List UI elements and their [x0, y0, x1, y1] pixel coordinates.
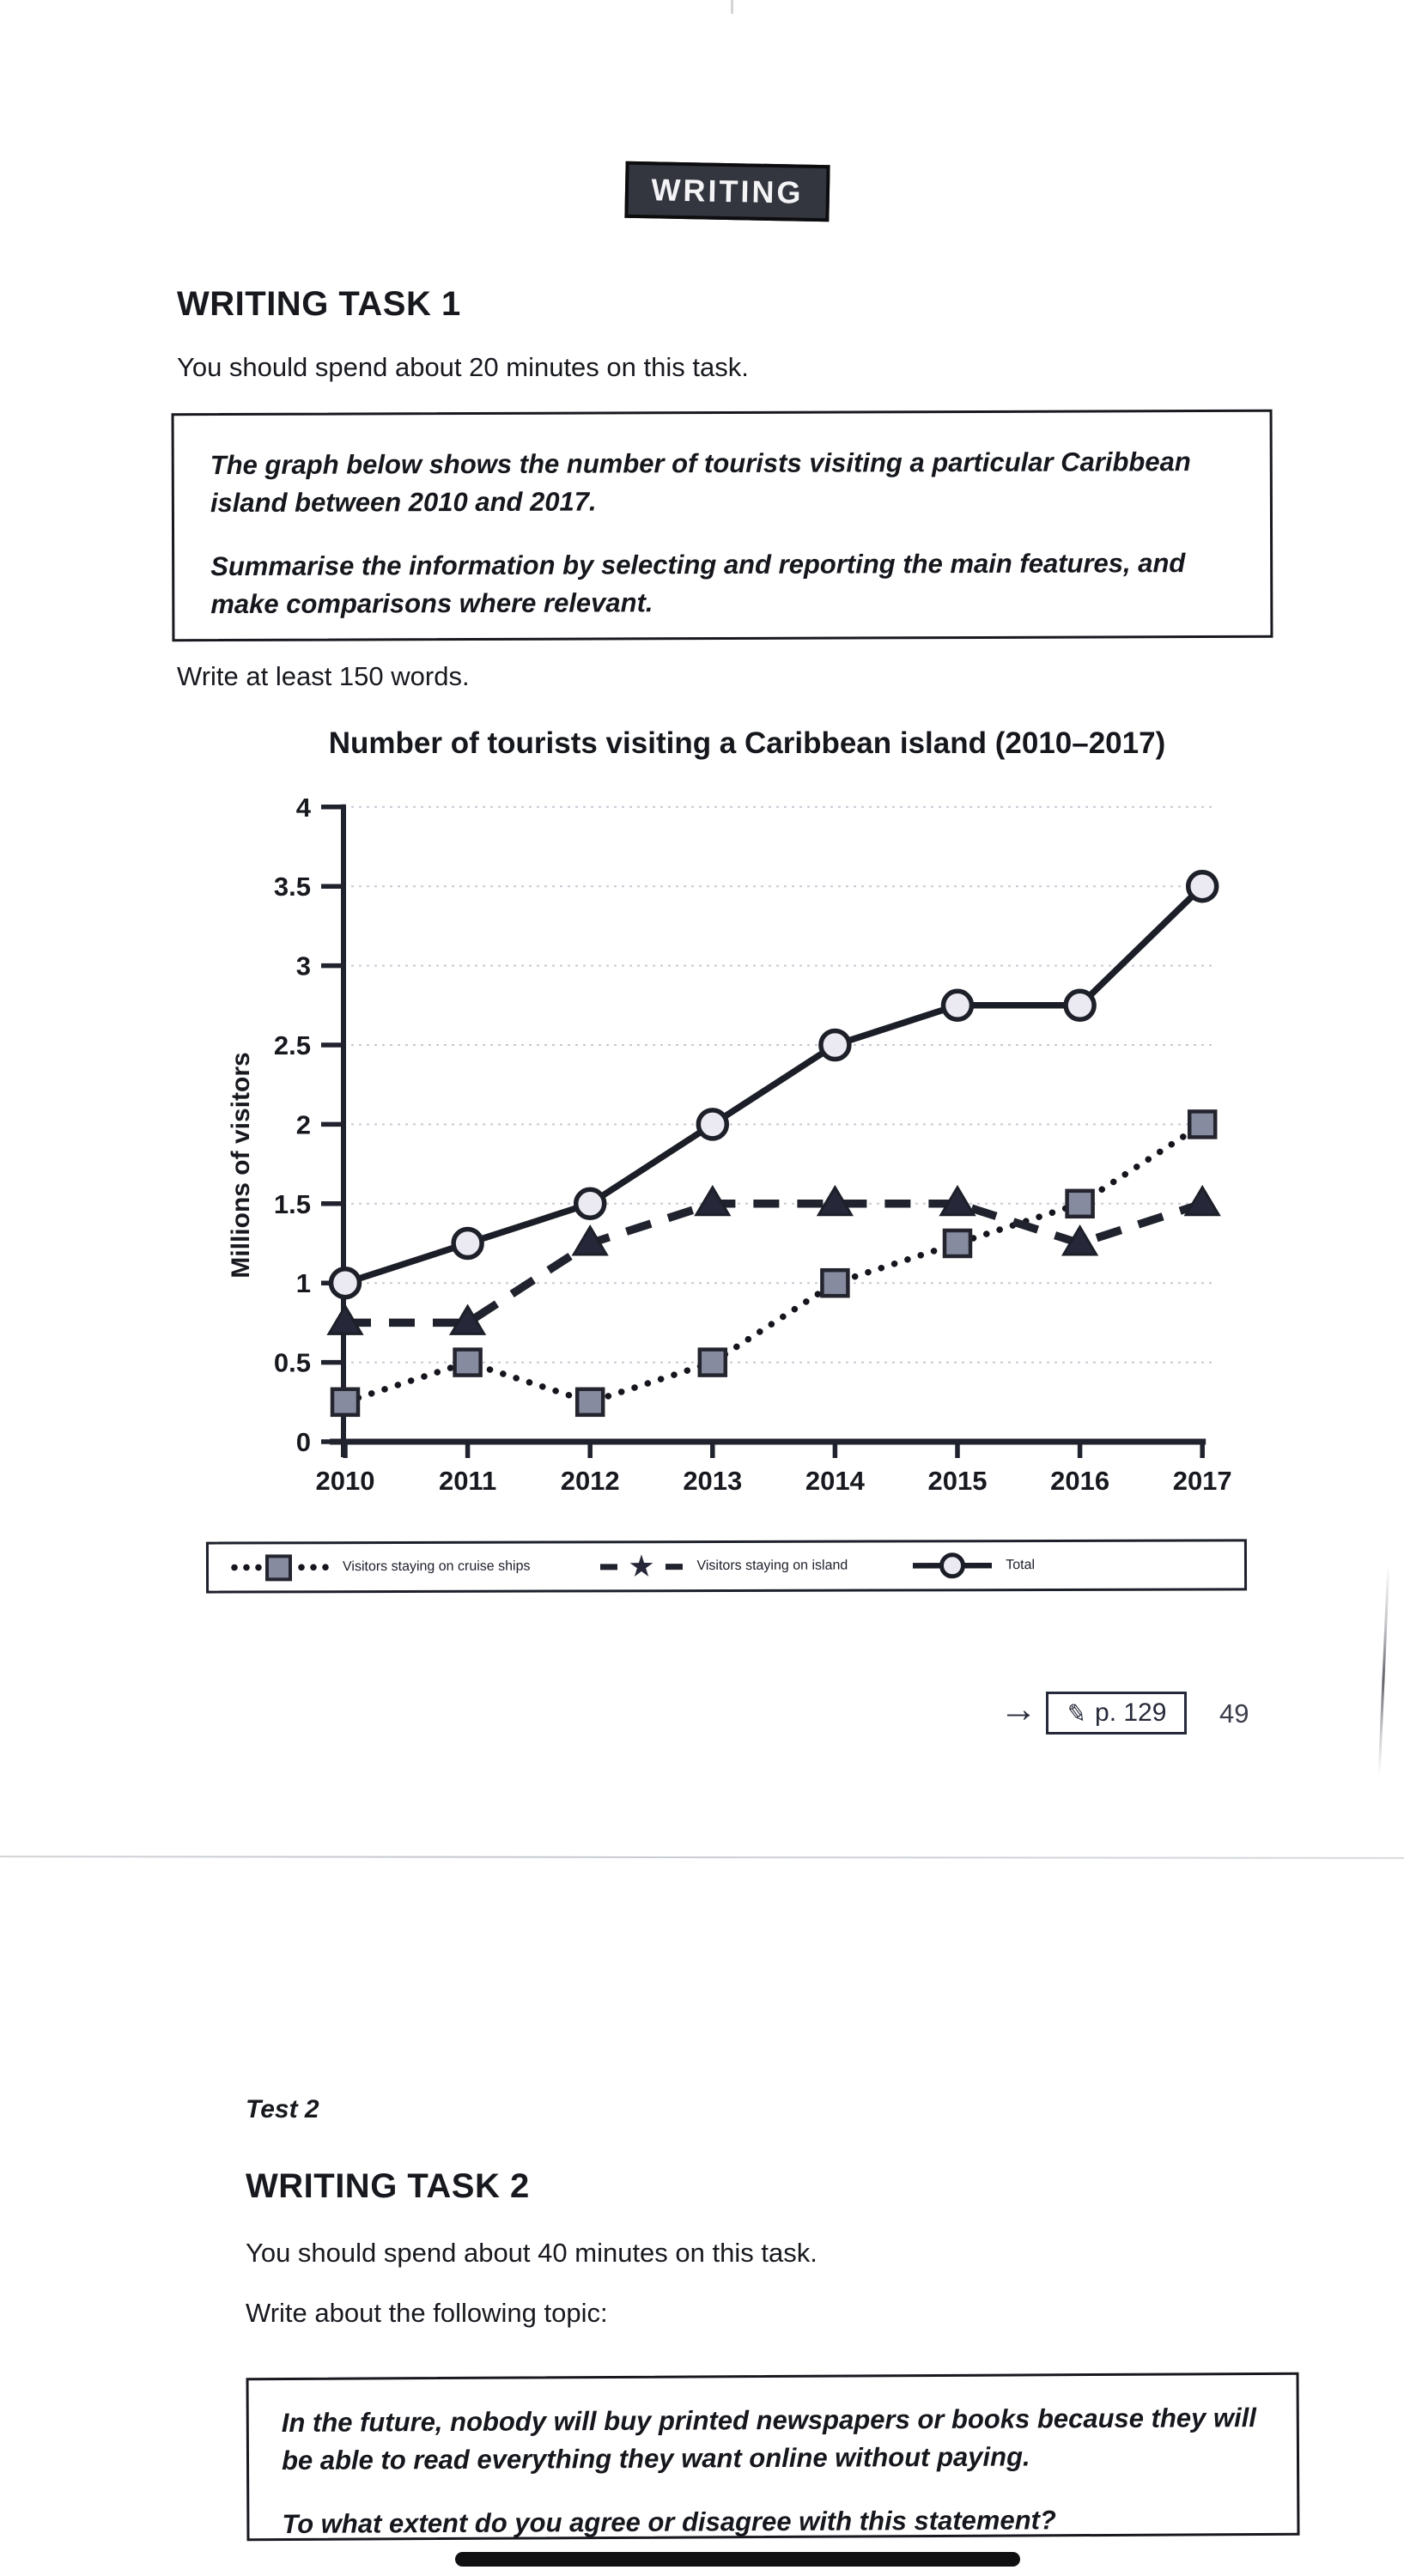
scan-page-edge [1378, 1564, 1390, 1775]
tourists-line-chart [215, 764, 1245, 1520]
marker-square [700, 1350, 726, 1376]
x-tick-label: 2017 [1172, 1466, 1232, 1496]
x-tick-label: 2016 [1050, 1466, 1110, 1496]
x-tick-label: 2010 [315, 1466, 375, 1496]
marker-circle [1066, 991, 1094, 1019]
y-tick-label: 3 [295, 951, 311, 981]
page-reference-box [1046, 1692, 1187, 1735]
total-legend-marker [911, 1551, 994, 1580]
marker-circle [331, 1269, 360, 1297]
y-tick-label: 2 [295, 1109, 311, 1140]
task1-prompt-box [172, 410, 1273, 641]
legend-label-total: Total [1006, 1558, 1036, 1573]
y-tick-label: 0.5 [273, 1347, 311, 1378]
x-tick-label: 2014 [805, 1466, 865, 1496]
chart-title: Number of tourists visiting a Caribbean island (2010–2017) [328, 726, 1166, 760]
page-reference: p. 129 [1095, 1698, 1167, 1727]
cruise-ships-legend-marker [229, 1552, 331, 1582]
task1-word-note: Write at least 150 words. [177, 661, 470, 691]
marker-triangle [1186, 1188, 1219, 1215]
x-tick-label: 2013 [683, 1466, 743, 1496]
section-badge [624, 161, 830, 222]
marker-circle [698, 1110, 726, 1139]
marker-circle [453, 1230, 482, 1258]
marker-square [455, 1350, 481, 1376]
scan-mark-top [731, 0, 733, 14]
marker-square [1189, 1111, 1215, 1137]
marker-square [822, 1270, 848, 1296]
page-number: 49 [1219, 1698, 1249, 1728]
marker-square [332, 1389, 358, 1415]
task1-prompt-line1: The graph below shows the number of tourists visiting a particular Caribbean island between 2010 and 2017. [210, 447, 1191, 519]
section-badge-label: WRITING [651, 172, 804, 210]
x-tick-label: 2012 [560, 1466, 620, 1496]
marker-square [1067, 1191, 1093, 1217]
redaction-bar [455, 2552, 1020, 2567]
y-tick-label: 0 [295, 1427, 311, 1457]
task2-prompt-line2: To what extent do you agree or disagree with this statement? [282, 2505, 1056, 2540]
task2-time-note: You should spend about 40 minutes on this task. [246, 2238, 817, 2268]
marker-circle [821, 1031, 849, 1060]
y-tick-label: 3.5 [273, 872, 311, 902]
task1-heading: WRITING TASK 1 [177, 285, 461, 323]
x-tick-label: 2011 [438, 1466, 497, 1496]
y-axis-label: Millions of visitors [227, 1052, 255, 1279]
legend-label-island: Visitors staying on island [696, 1558, 848, 1574]
test-label: Test 2 [246, 2095, 319, 2123]
scan-page-seam [0, 1856, 1404, 1859]
pencil-icon: ✎ [1064, 1698, 1089, 1728]
island-legend-marker [599, 1552, 684, 1581]
task2-prompt-line1: In the future, nobody will buy printed newspapers or books because they will be able to read everything they want online without paying. [281, 2403, 1256, 2476]
y-tick-label: 1 [295, 1268, 311, 1299]
arrow-right-icon: → [1000, 1688, 1037, 1730]
chart-legend [206, 1539, 1247, 1593]
marker-circle [1188, 872, 1217, 901]
task2-prompt-box [246, 2372, 1300, 2541]
series-line-dashed [345, 1204, 1202, 1323]
marker-circle [576, 1189, 605, 1218]
series-line-solid [345, 886, 1202, 1283]
marker-circle [944, 991, 972, 1019]
y-tick-label: 1.5 [273, 1188, 311, 1219]
marker-square [577, 1389, 603, 1415]
legend-label-cruise-ships: Visitors staying on cruise ships [342, 1558, 531, 1575]
marker-square [945, 1230, 970, 1256]
y-tick-label: 4 [295, 792, 311, 823]
y-tick-label: 2.5 [273, 1030, 311, 1060]
x-tick-label: 2015 [927, 1466, 988, 1496]
task2-heading: WRITING TASK 2 [246, 2167, 530, 2205]
task2-topic-note: Write about the following topic: [246, 2298, 608, 2328]
task1-prompt-line2: Summarise the information by selecting and reporting the main features, and make comparisons where relevant. [210, 548, 1186, 620]
task1-time-note: You should spend about 20 minutes on this task. [177, 352, 749, 382]
